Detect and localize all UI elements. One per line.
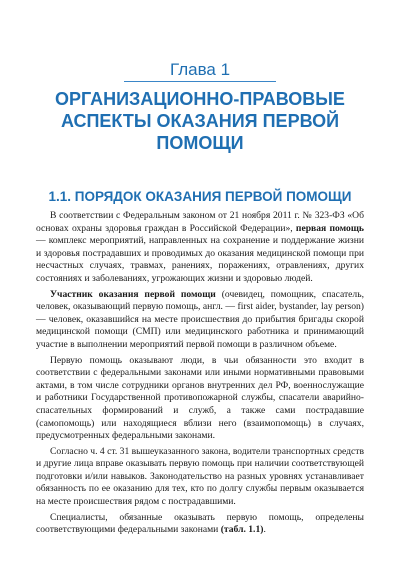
paragraph-specialists [36,512,364,537]
chapter-divider [124,81,276,82]
term-first-aid: первая помощь [295,222,364,234]
chapter-title: ОРГАНИЗАЦИОННО-ПРАВОВЫЕ АСПЕКТЫ ОКАЗАНИЯ ПЕРВОЙ ПОМОЩИ [55,89,345,153]
text-span: Согласно ч. 4 ст. 31 вышеуказанного закона, водители транспортных средств и другие лица вправе оказывать первую помощь при наличии соответствующей подготовки и/или навыков. Законодательство на разных уровнях устанавливает обязанность по ее оказанию для тех, кто по долгу службы первым оказывается на месте происшествия рядом с пострадавшими. [36,445,364,508]
text-span: В соответствии с Федеральным законом от 21 ноября 2011 г. № 323-ФЗ «Об основах охраны здоровья граждан в Российской Федерации», [36,210,364,234]
chapter-label: Глава 1 [169,60,231,79]
text-span: Первую помощь оказывают люди, в чьи обязанности это входит в соответствии с федеральными законами или иными нормативными правовыми актами, в том числе сотрудники органов внутренних дел РФ, военнослужащие и работники Государственной противопожарной службы, спасатели аварийно-спасательных формирований и служб, а также сами пострадавшие (самопомощь) или находящиеся вблизи него (взаимопомощь) в случаях, предусмотренных федеральными законами. [36,354,364,442]
text-span: (очевидец, помощник, спасатель, человек, оказывающий первую помощь, англ. — first aider, bystander, lay person) — человек, оказавшийся на месте происшествия до прибытия бригады скорой медицинской помощи (СМП) или медицинского работника и принимающий участие в выполнении мероприятий первой помощи в различном объеме. [36,288,364,350]
body-text [36,210,364,540]
table-reference: (табл. 1.1) [220,524,264,536]
text-span: — комплекс мероприятий, направленных на сохранение и поддержание жизни и здоровья пострадавших и проводимых до оказания медицинской помощи при несчастных случаях, травмах, ранениях, поражениях, отравлениях, других состояниях и заболеваниях, угрожающих жизни и здоровью людей. [36,235,364,284]
text-span: Специалисты, обязанные оказывать первую помощь, определены соответствующими федеральными законами [36,511,364,536]
paragraph-who-provides [36,355,364,443]
paragraph-participant-definition [36,289,364,352]
paragraph-drivers [36,446,364,509]
text-span: . [263,524,266,536]
paragraph-first-aid-definition [36,210,364,286]
term-participant: Участник оказания первой помощи [50,288,216,300]
section-title: 1.1. ПОРЯДОК ОКАЗАНИЯ ПЕРВОЙ ПОМОЩИ [48,189,352,204]
